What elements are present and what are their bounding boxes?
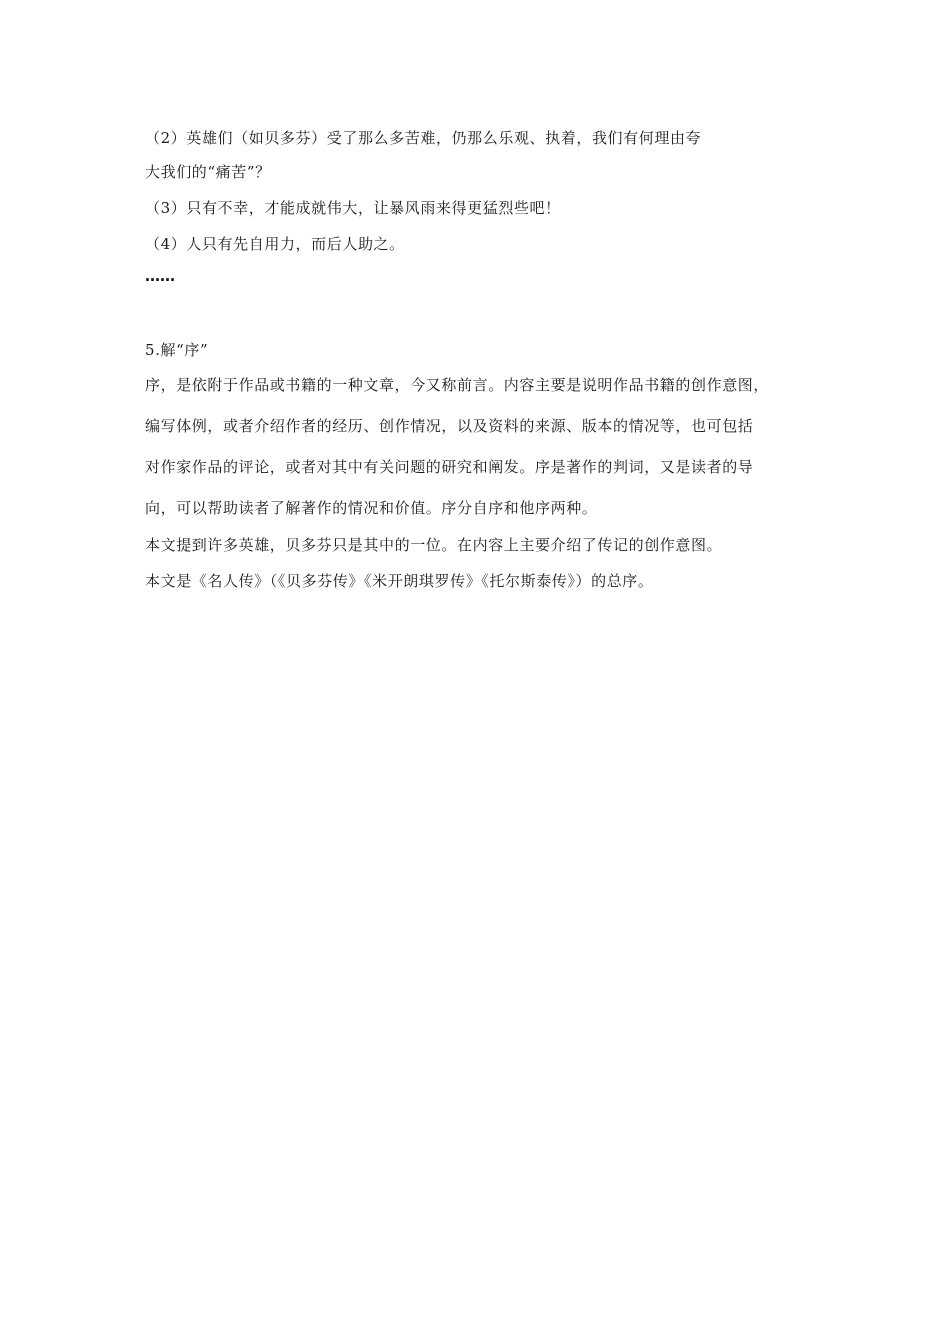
note-line-1: 本文提到许多英雄，贝多芬只是其中的一位。在内容上主要介绍了传记的创作意图。 [145, 536, 723, 554]
paragraph-line-3: 对作家作品的评论，或者对其中有关问题的研究和阐发。序是著作的判词，又是读者的导 [145, 458, 754, 476]
paragraph-line-4: 向，可以帮助读者了解著作的情况和价值。序分自序和他序两种。 [145, 499, 598, 517]
item-4: （4）人只有先自用力，而后人助之。 [145, 235, 405, 253]
section-5-heading: 5.解“序” [145, 341, 209, 359]
item-3: （3）只有不幸，才能成就伟大，让暴风雨来得更猛烈些吧！ [145, 199, 561, 217]
paragraph-line-2: 编写体例，或者介绍作者的经历、创作情况，以及资料的来源、版本的情况等，也可包括 [145, 417, 754, 435]
paragraph-line-1: 序，是依附于作品或书籍的一种文章，今又称前言。内容主要是说明作品书籍的创作意图， [145, 376, 770, 394]
item-2-line-2: 大我们的“痛苦”？ [145, 163, 271, 181]
item-2-line-1: （2）英雄们（如贝多芬）受了那么多苦难，仍那么乐观、执着，我们有何理由夸 [145, 129, 702, 147]
note-line-2: 本文是《名人传》（《贝多芬传》《米开朗琪罗传》《托尔斯泰传》）的总序。 [145, 572, 654, 590]
ellipsis: …… [145, 267, 175, 285]
